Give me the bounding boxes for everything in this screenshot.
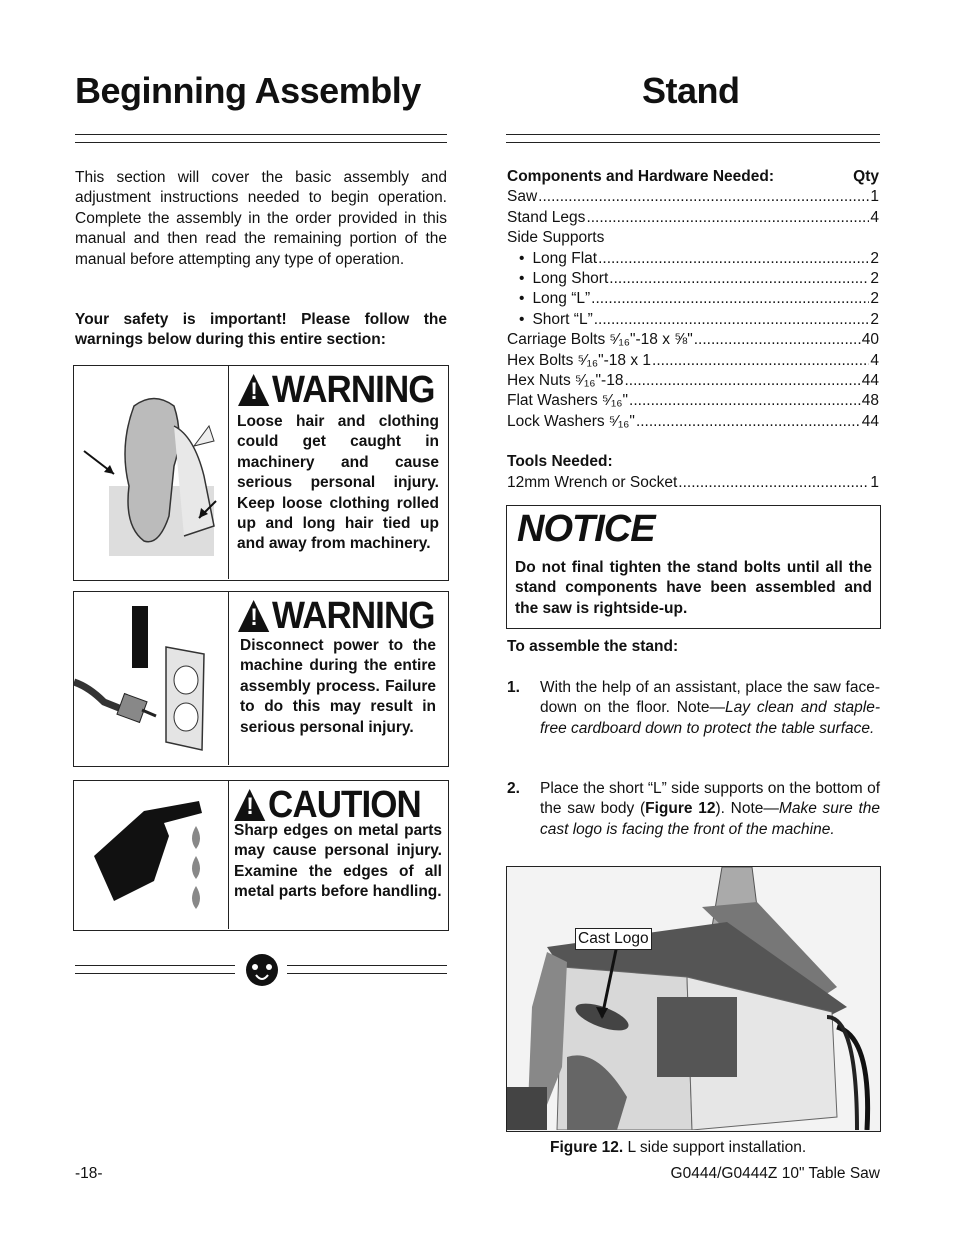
subsection-title: Stand (642, 70, 740, 111)
list-item: • Long Short ..... 2 (507, 269, 879, 289)
list-item: Stand Legs ..... 4 (507, 208, 879, 228)
components-header: Components and Hardware Needed: (507, 168, 774, 185)
tools-header: Tools Needed: (507, 453, 613, 471)
qty-header: Qty (853, 168, 879, 185)
warning-text: Disconnect power to the machine during the entire assembly process. Failure to do this may result in serious personal injury. (240, 637, 436, 736)
warning-triangle-icon: ! (238, 600, 269, 632)
list-item: 12mm Wrench or Socket ..... 1 (507, 473, 879, 493)
warning-box-power (73, 591, 449, 767)
figure-caption: Figure 12. L side support installation. (550, 1139, 807, 1156)
caution-text: Sharp edges on metal parts may cause personal injury. Examine the edges of all metal parts before handling. (234, 822, 442, 901)
saw-stand-photo-illustration (507, 867, 879, 1130)
warning-box-hair (73, 365, 449, 581)
section-title: Beginning Assembly (75, 70, 421, 111)
warning-triangle-icon: ! (238, 374, 269, 406)
hand-sharp-edge-illustration-icon (74, 781, 229, 929)
notice-box (506, 505, 881, 629)
list-item: • Long “L” ..... 2 (507, 289, 879, 309)
list-item: Hex Nuts ⁵⁄₁₆"-18 ..... 44 (507, 371, 879, 391)
step-2: 2. Place the short “L” side supports on the bottom of the saw body (Figure 12). Note—Make sure the cast logo is facing the front of the machine. (507, 780, 880, 838)
figure-12-photo (506, 866, 881, 1132)
title-rule (75, 134, 447, 143)
list-item: • Long Flat ..... 2 (507, 249, 879, 269)
notice-text: Do not final tighten the stand bolts until all the stand components have been assembled and the saw is rightside-up. (515, 559, 872, 617)
grizzly-bear-logo-icon (245, 953, 279, 987)
assemble-header: To assemble the stand: (507, 638, 679, 655)
components-list (507, 167, 879, 493)
warning-heading: ! WARNING (238, 596, 452, 636)
list-item: • Short “L” ..... 2 (507, 310, 879, 330)
list-item: Saw ..... 1 (507, 187, 879, 207)
list-item: Carriage Bolts ⁵⁄₁₆"-18 x ⅝" ..... 40 (507, 330, 879, 350)
warning-heading: ! WARNING (238, 370, 452, 410)
loose-hair-illustration-icon (74, 366, 229, 579)
footer-model: G0444/G0444Z 10" Table Saw (670, 1165, 880, 1182)
warning-triangle-icon: ! (234, 789, 265, 821)
notice-heading: NOTICE (517, 508, 655, 550)
caution-box-sharp-edges (73, 780, 449, 931)
step-1: 1. With the help of an assistant, place the saw face-down on the floor. Note—Lay clean and staple-free cardboard down to protect the table surface. (507, 679, 880, 737)
power-plug-outlet-illustration-icon (74, 592, 229, 765)
caution-heading: ! CAUTION (234, 785, 437, 825)
list-item: Side Supports (507, 229, 605, 247)
list-item: Lock Washers ⁵⁄₁₆" ..... 44 (507, 412, 879, 432)
page-number: -18- (75, 1165, 103, 1182)
safety-note: Your safety is important! Please follow the warnings below during this entire section: (75, 311, 447, 349)
warning-text: Loose hair and clothing could get caught in machinery and cause serious personal injury. Keep loose clothing rolled up and long hair tied up and away from machinery. (237, 413, 439, 553)
end-divider (75, 965, 447, 977)
list-item: Hex Bolts ⁵⁄₁₆"-18 x 1 ..... 4 (507, 351, 879, 371)
title-rule (506, 134, 880, 143)
intro-paragraph: This section will cover the basic assembly and adjustment instructions needed to begin operation. Complete the assembly in the order provided in this manual and then read the remaining portion of the manual before attempting any type of operation. (75, 169, 447, 268)
cast-logo-callout: Cast Logo (575, 928, 652, 950)
list-item: Flat Washers ⁵⁄₁₆" ..... 48 (507, 391, 879, 411)
